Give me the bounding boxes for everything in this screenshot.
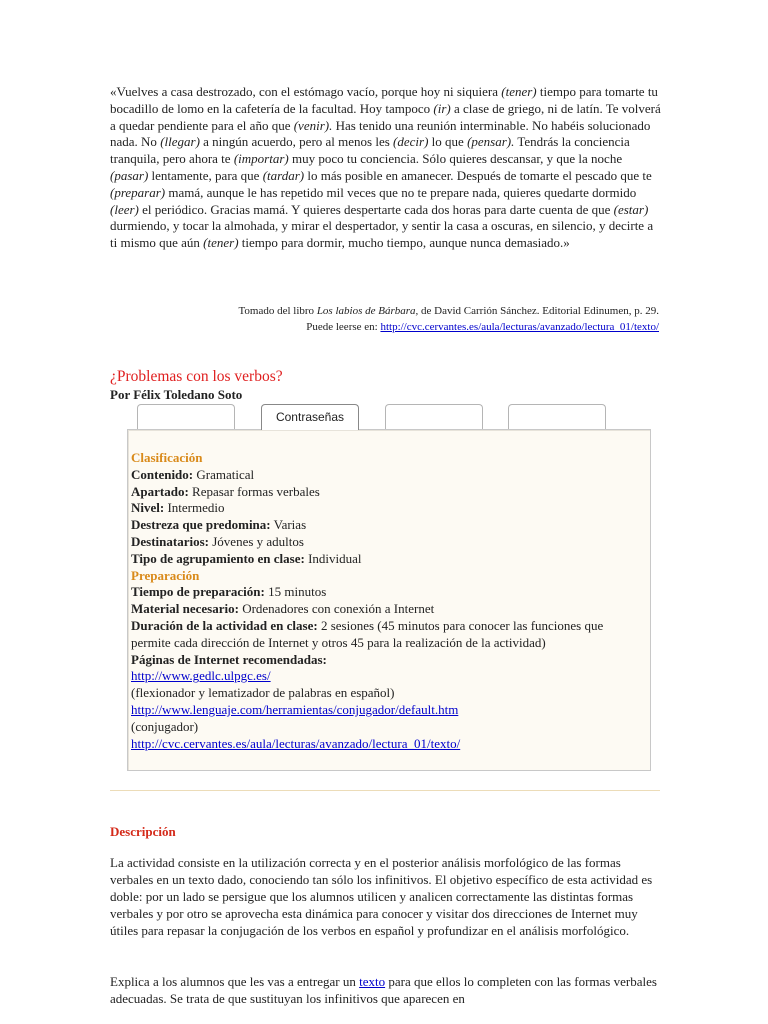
tab-3[interactable] — [385, 404, 483, 430]
row-contenido — [131, 467, 643, 484]
tab-1[interactable] — [137, 404, 235, 430]
verb-placeholder: (tardar) — [262, 167, 305, 183]
label: Material necesario: — [131, 601, 239, 617]
tab-bar — [137, 404, 617, 430]
tab-contrasenas[interactable]: Contraseñas — [261, 404, 359, 430]
value: 15 minutos — [264, 584, 327, 600]
link-note: (conjugador) — [131, 718, 199, 734]
tab-4[interactable] — [508, 404, 606, 430]
article-author: Por Félix Toledano Soto — [110, 387, 243, 402]
verb-placeholder: (tener) — [501, 84, 537, 99]
verb-placeholder: (ir) — [433, 100, 451, 116]
label: Páginas de Internet recomendadas: — [131, 651, 327, 667]
quote-text: mamá, aunque le has repetido mil veces que no te prepare nada, quieres quedarte dormido — [165, 184, 637, 200]
text: para que ellos lo completen con las formas verbales adecuadas. Se trata de que sustituyan los infinitivos que aparecen en — [110, 974, 657, 1006]
texto-link[interactable]: texto — [359, 974, 386, 989]
section-clasificacion: Clasificación — [131, 450, 203, 465]
book-title: Los labios de Bárbara, — [316, 305, 419, 317]
verb-placeholder: (tener) — [203, 235, 239, 251]
source-suffix: de David Carrión Sánchez. Editorial Edinumen, p. 29. — [418, 305, 659, 317]
section-divider — [110, 790, 660, 791]
label: Apartado: — [131, 483, 189, 499]
section-preparacion: Preparación — [131, 567, 200, 583]
descripcion-paragraph: La actividad consiste en la utilización correcta y en el posterior análisis morfológico de las formas verbales en un texto dado, conociendo tan sólo los infinitivos. El objetivo específico de esta actividad es doble: por un lado se persigue que los alumnos utilicen y analicen correctamente las distintas formas verbales y por otro se aprovecha esta dinámica para conocer y visitar dos direcciones de Internet muy útiles para repasar la conjugación de los verbos en español y profundizar en el análisis morfológico. — [110, 855, 653, 938]
quote-text: a clase de griego, ni de latín. Te volverá a quedar pendiente para el año que — [110, 100, 661, 133]
value: Varias — [270, 517, 307, 533]
verb-placeholder: (venir). — [293, 117, 333, 133]
verb-placeholder: (pasar) — [110, 167, 149, 183]
quote-text: tiempo para dormir, mucho tiempo, aunque nunca demasiado.» — [238, 235, 570, 251]
info-panel — [127, 429, 651, 771]
row-apartado — [131, 484, 643, 501]
label: Destreza que predomina: — [131, 517, 271, 533]
row-agrupamiento — [131, 551, 643, 568]
row-paginas — [131, 652, 643, 669]
row-nivel — [131, 500, 643, 517]
text: Explica a los alumnos que les vas a entregar un — [110, 974, 360, 989]
link-gedlc[interactable]: http://www.gedlc.ulpgc.es/ — [131, 668, 271, 684]
quote-text: tiempo para tomarte tu bocadillo de lomo en la cafetería de la facultad. Hoy tampoco — [110, 84, 658, 116]
descripcion-title: Descripción — [110, 824, 176, 839]
quote-text: durmiendo, y tocar la almohada, y mirar el despertador, y sentir la casa a oscuras, en silencio, y decirte a ti mismo que aún — [110, 218, 654, 251]
source-link[interactable]: http://cvc.cervantes.es/aula/lecturas/avanzado/lectura_01/texto/ — [380, 321, 659, 333]
descripcion-paragraph-2 — [110, 973, 662, 1007]
verb-placeholder: (importar) — [233, 151, 289, 167]
verb-placeholder: (preparar) — [110, 184, 166, 200]
verb-placeholder: (estar) — [613, 201, 649, 217]
value: 2 sesiones (45 minutos para conocer las funciones que permite cada dirección de Internet y otros 45 para la realización de la actividad) — [131, 617, 604, 650]
source-citation — [110, 303, 659, 335]
verb-placeholder: (leer) — [110, 201, 139, 217]
row-duracion — [131, 618, 643, 652]
quote-text: Tendrás la conciencia tranquila, pero ahora te — [110, 134, 630, 167]
label: Duración de la actividad en clase: — [131, 617, 318, 633]
label: Tiempo de preparación: — [131, 584, 265, 600]
verb-placeholder: (llegar) — [160, 134, 200, 150]
row-destreza — [131, 517, 643, 534]
label: Tipo de agrupamiento en clase: — [131, 550, 305, 566]
value: Individual — [304, 550, 362, 566]
quote-paragraph — [110, 84, 662, 252]
quote-text: «Vuelves a casa destrozado, con el estómago vacío, porque hoy ni siquiera — [110, 84, 502, 99]
label: Destinatarios: — [131, 533, 209, 549]
quote-text: el periódico. Gracias mamá. Y quieres despertarte cada dos horas para darte cuenta de que — [138, 201, 614, 217]
label: Contenido: — [131, 466, 194, 482]
value: Repasar formas verbales — [188, 483, 320, 499]
source-prefix: Tomado del libro — [238, 305, 317, 317]
quote-text: lentamente, para que — [148, 167, 263, 183]
row-destinatarios — [131, 534, 643, 551]
verb-placeholder: (decir) — [393, 134, 429, 150]
row-tiempo — [131, 584, 643, 601]
quote-text: muy poco tu conciencia. Sólo quieres descansar, y que la noche — [288, 151, 623, 167]
value: Jóvenes y adultos — [209, 533, 304, 549]
link-conjugador[interactable]: http://www.lenguaje.com/herramientas/conjugador/default.htm — [131, 701, 459, 717]
quote-text: Has tenido una reunión interminable. No habéis solucionado nada. No — [110, 117, 651, 150]
verb-placeholder: (pensar). — [467, 134, 515, 150]
value: Intermedio — [164, 500, 225, 516]
read-label: Puede leerse en: — [306, 321, 381, 333]
quote-text: lo que — [428, 134, 468, 150]
link-note: (flexionador y lematizador de palabras en español) — [131, 685, 395, 701]
quote-text: lo más posible en amanecer. Después de tomarte el pescado que te — [304, 167, 652, 183]
value: Ordenadores con conexión a Internet — [238, 601, 435, 617]
link-cvc[interactable]: http://cvc.cervantes.es/aula/lecturas/avanzado/lectura_01/texto/ — [131, 735, 461, 751]
article-title: ¿Problemas con los verbos? — [110, 368, 283, 385]
row-material — [131, 601, 643, 618]
value: Gramatical — [193, 466, 255, 482]
quote-text: a ningún acuerdo, pero al menos les — [199, 134, 394, 150]
label: Nivel: — [131, 500, 165, 516]
